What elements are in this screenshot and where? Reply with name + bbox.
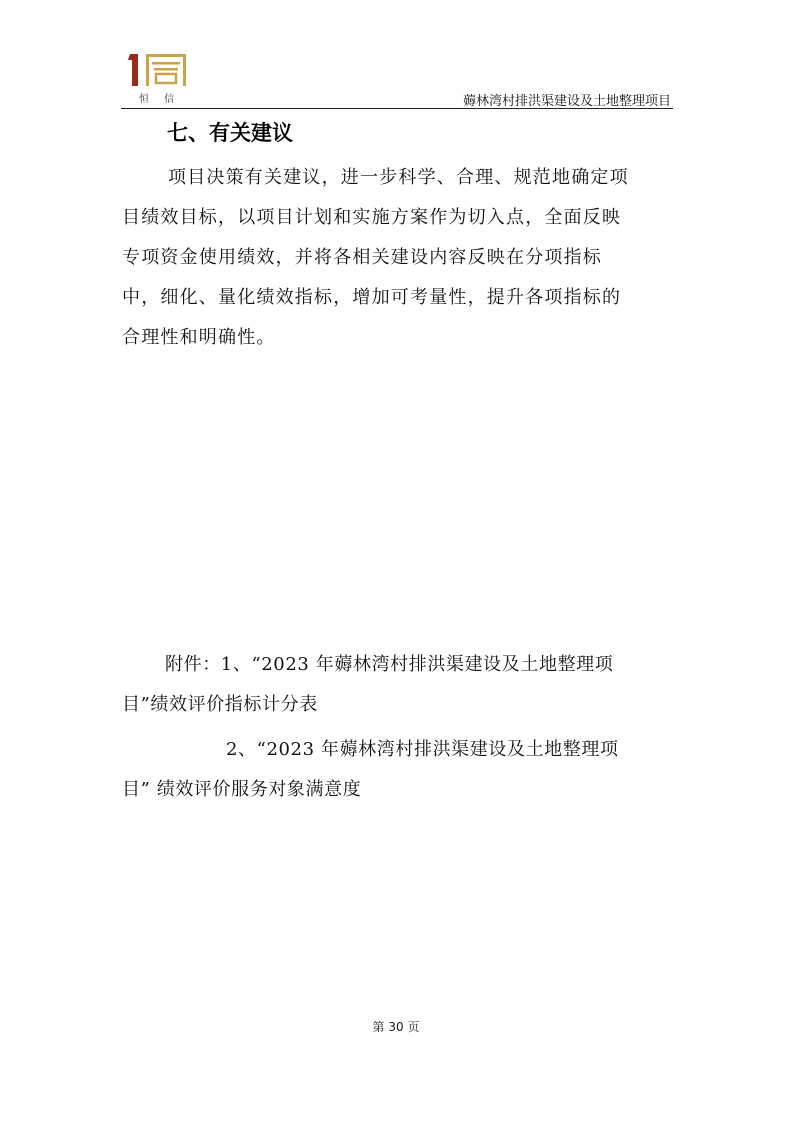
paragraph-line: 专项资金使用绩效，并将各相关建设内容反映在分项指标 xyxy=(122,247,602,268)
logo-caption: 恒 信 xyxy=(139,94,181,105)
paragraph-line: 合理性和明确性。 xyxy=(122,327,276,348)
paragraph-line: 项目决策有关建议，进一步科学、合理、规范地确定项 xyxy=(168,167,629,188)
page-number: 第 30 页 xyxy=(372,1020,420,1034)
attachment-line: 附件：1、“2023 年薅林湾村排洪渠建设及土地整理项 xyxy=(165,654,614,675)
attachment-line: 2、“2023 年薅林湾村排洪渠建设及土地整理项 xyxy=(226,739,619,760)
attachment-line: 目”绩效评价指标计分表 xyxy=(122,694,318,715)
header-divider xyxy=(121,108,673,109)
logo-mark-icon xyxy=(124,50,194,90)
document-header-title: 薅林湾村排洪渠建设及土地整理项目 xyxy=(462,94,671,109)
paragraph-line: 目绩效目标，以项目计划和实施方案作为切入点，全面反映 xyxy=(122,207,622,228)
section-heading: 七、有关建议 xyxy=(167,121,293,145)
attachment-line: 目” 绩效评价服务对象满意度 xyxy=(122,779,362,800)
paragraph-line: 中，细化、量化绩效指标，增加可考量性，提升各项指标的 xyxy=(122,287,622,308)
